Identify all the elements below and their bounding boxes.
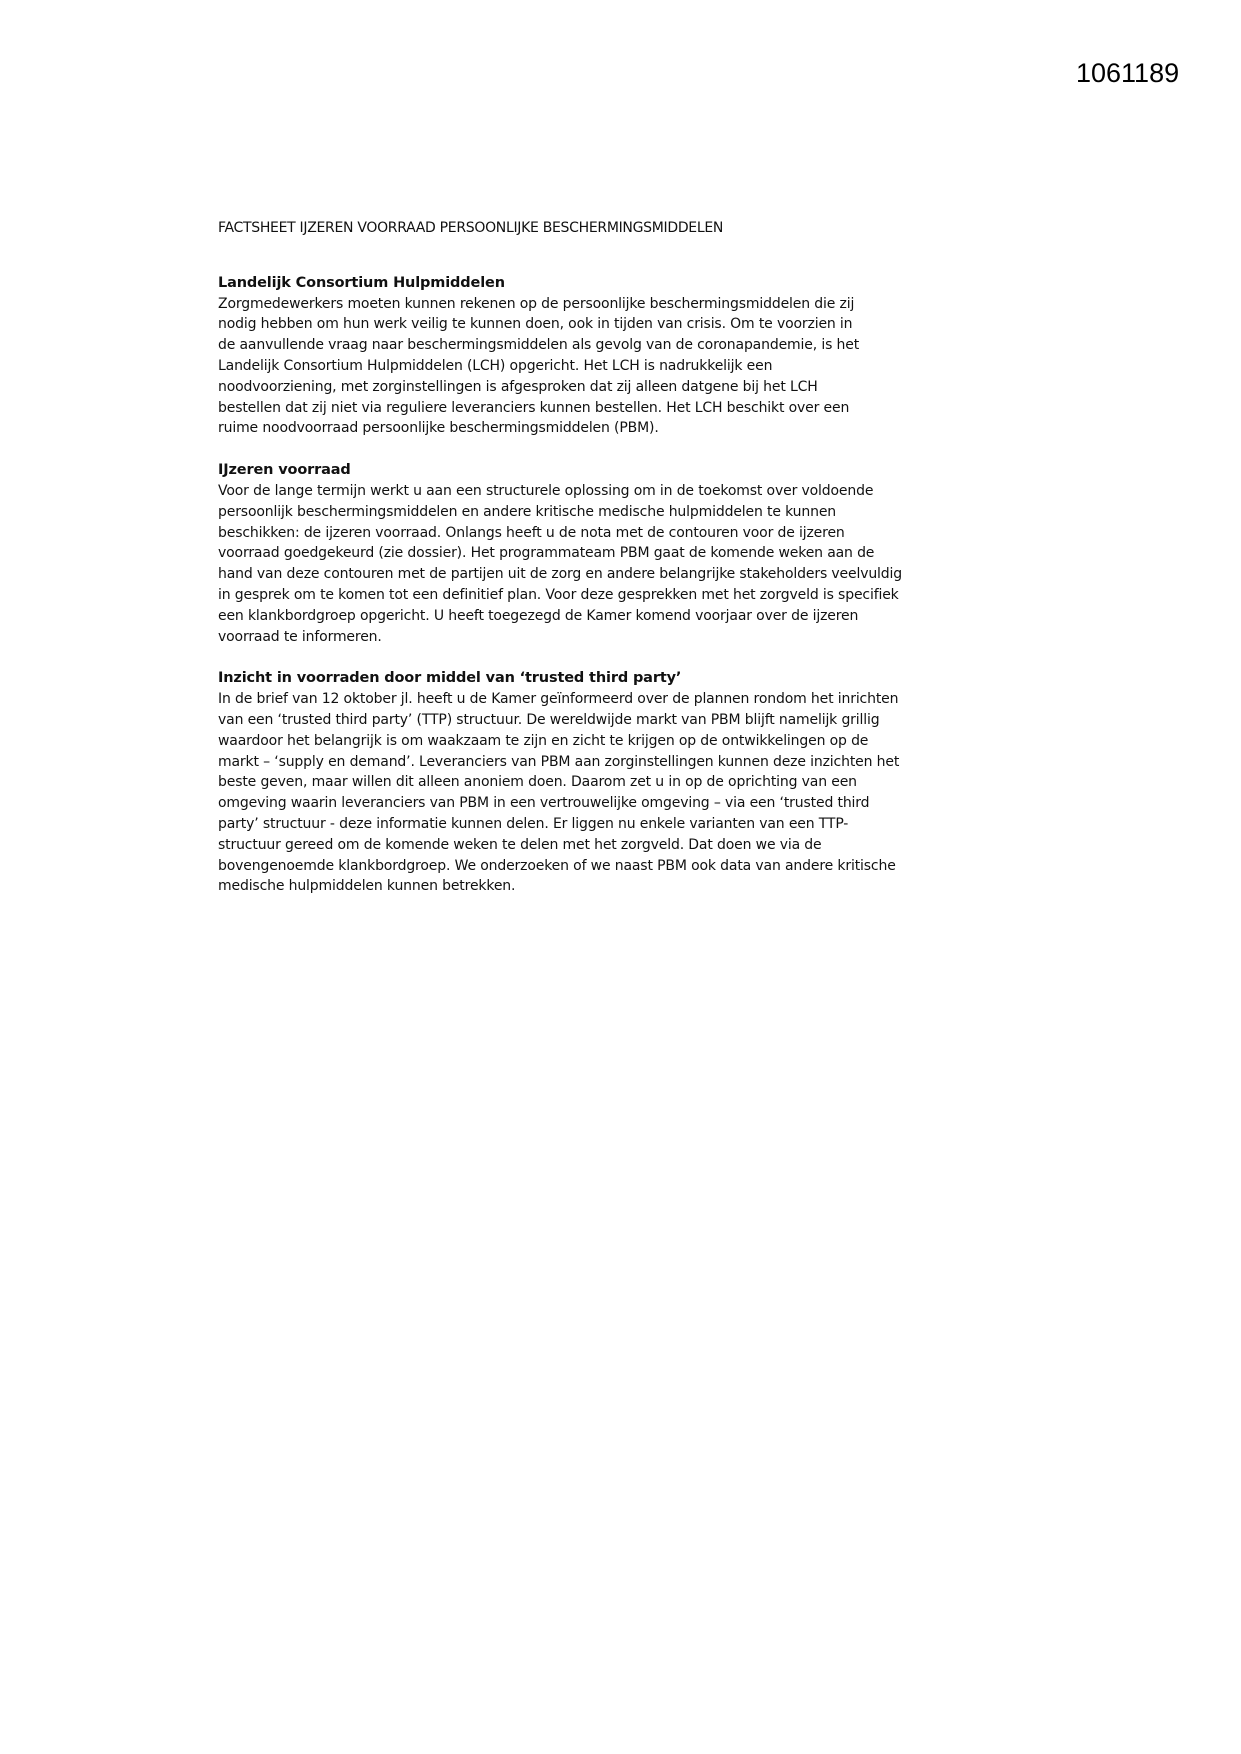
body-text-line: hand van deze contouren met de partijen uit de zorg en andere belangrijke stakeholders veelvuldig	[218, 566, 903, 583]
body-text-line: een klankbordgroep opgericht. U heeft toegezegd de Kamer komend voorjaar over de ijzeren	[218, 607, 859, 624]
factsheet-document	[218, 218, 902, 918]
section	[218, 668, 902, 897]
body-text-line: de aanvullende vraag naar beschermingsmiddelen als gevolg van de coronapandemie, is het	[218, 337, 860, 354]
body-text-line: nodig hebben om hun werk veilig te kunnen doen, ook in tijden van crisis. Om te voorzien in	[218, 316, 853, 333]
section	[218, 273, 902, 439]
body-text-line: Landelijk Consortium Hulpmiddelen (LCH) opgericht. Het LCH is nadrukkelijk een	[218, 357, 773, 374]
body-text-line: ruime noodvoorraad persoonlijke beschermingsmiddelen (PBM).	[218, 420, 659, 437]
body-text-line: omgeving waarin leveranciers van PBM in een vertrouwelijke omgeving – via een ‘trusted third	[218, 795, 870, 812]
body-text-line: medische hulpmiddelen kunnen betrekken.	[218, 878, 516, 895]
section-heading: IJzeren voorraad	[218, 462, 351, 479]
section-body	[218, 481, 902, 647]
section-heading: Landelijk Consortium Hulpmiddelen	[218, 274, 505, 291]
body-text-line: bestellen dat zij niet via reguliere leveranciers kunnen bestellen. Het LCH beschikt over een	[218, 399, 850, 416]
body-text-line: persoonlijk beschermingsmiddelen en andere kritische medische hulpmiddelen te kunnen	[218, 503, 837, 520]
section-body	[218, 689, 902, 897]
section-body	[218, 294, 902, 440]
body-text-line: noodvoorziening, met zorginstellingen is afgesproken dat zij alleen datgene bij het LCH	[218, 378, 818, 395]
body-text-line: In de brief van 12 oktober jl. heeft u de Kamer geïnformeerd over de plannen rondom het inrichten	[218, 691, 899, 708]
body-text-line: Zorgmedewerkers moeten kunnen rekenen op de persoonlijke beschermingsmiddelen die zij	[218, 295, 855, 312]
section-heading: Inzicht in voorraden door middel van ‘trusted third party’	[218, 670, 682, 687]
body-text-line: van een ‘trusted third party’ (TTP) structuur. De wereldwijde markt van PBM blijft namelijk grillig	[218, 711, 880, 728]
body-text-line: bovengenoemde klankbordgroep. We onderzoeken of we naast PBM ook data van andere kritische	[218, 857, 896, 874]
body-text-line: in gesprek om te komen tot een definitief plan. Voor deze gesprekken met het zorgveld is specifiek	[218, 586, 899, 603]
body-text-line: voorraad goedgekeurd (zie dossier). Het programmateam PBM gaat de komende weken aan de	[218, 545, 875, 562]
document-title: FACTSHEET IJZEREN VOORRAAD PERSOONLIJKE BESCHERMINGSMIDDELEN	[218, 220, 724, 236]
body-text-line: party’ structuur - deze informatie kunnen delen. Er liggen nu enkele varianten van een TTP-	[218, 815, 849, 832]
body-text-line: markt – ‘supply en demand’. Leveranciers van PBM aan zorginstellingen kunnen deze inzichten het	[218, 753, 900, 770]
body-text-line: beschikken: de ijzeren voorraad. Onlangs heeft u de nota met de contouren voor de ijzeren	[218, 524, 845, 541]
body-text-line: Voor de lange termijn werkt u aan een structurele oplossing om in de toekomst over voldoende	[218, 482, 874, 499]
body-text-line: waardoor het belangrijk is om waakzaam te zijn en zicht te krijgen op de ontwikkelingen op de	[218, 732, 869, 749]
body-text-line: structuur gereed om de komende weken te delen met het zorgveld. Dat doen we via de	[218, 836, 822, 853]
document-number: 1061189	[1076, 58, 1180, 88]
section	[218, 460, 902, 647]
body-text-line: beste geven, maar willen dit alleen anoniem doen. Daarom zet u in op de oprichting van een	[218, 774, 857, 791]
body-text-line: voorraad te informeren.	[218, 628, 382, 645]
